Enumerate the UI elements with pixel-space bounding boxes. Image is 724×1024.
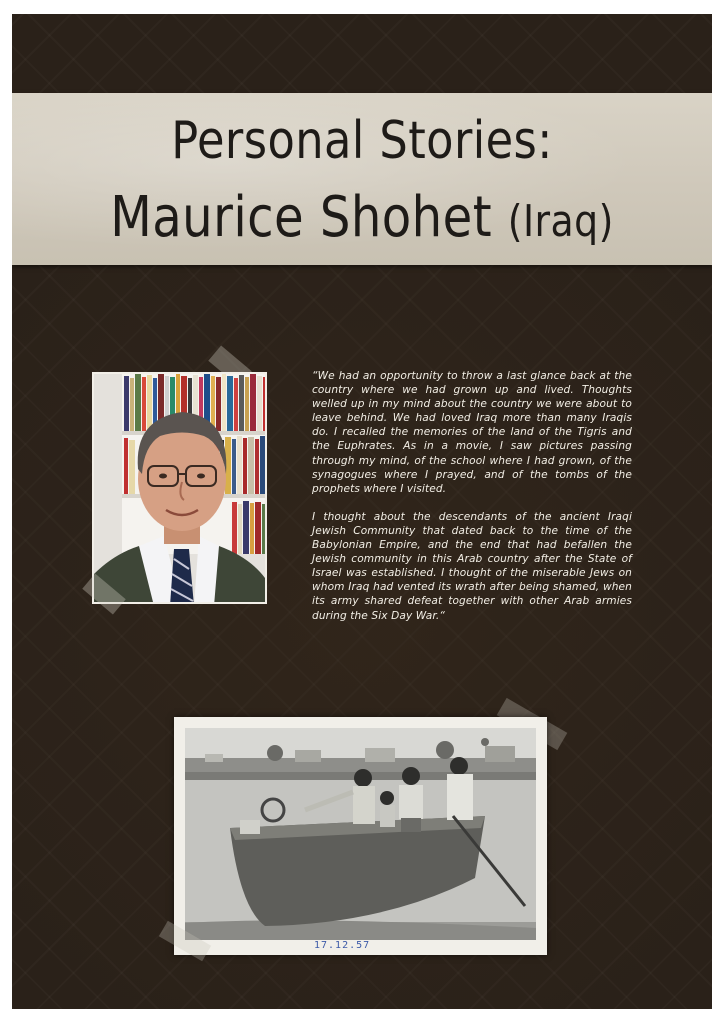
- poster-background: [12, 14, 712, 1009]
- quote-text: [312, 369, 632, 637]
- quote-paragraph-1: “We had an opportunity to throw a last glance back at the country where we had grown up and lived. Thoughts welled up in my mind about the country we were about to leave behind. We had loved Iraq more than many Iraqis do. I recalled the memories of the land of the Tigris and the Euphrates. As in a movie, I saw pictures passing through my mind, of the school where I had grown, of the synagogues where I prayed, and of the tombs of the prophets where I visited.: [312, 370, 632, 495]
- title-person-name: Maurice Shohet: [110, 185, 493, 250]
- portrait-illustration: [94, 374, 267, 604]
- title-line-1: Personal Stories:: [171, 111, 553, 171]
- title-banner: [12, 93, 712, 265]
- title-line-2: [61, 185, 663, 250]
- vintage-photo-image: [185, 728, 536, 940]
- quote-paragraph-2: I thought about the descendants of the ancient Iraqi Jewish Community that dated back to the time of the Babylonian Empire, and the end that had befallen the Jewish community in this Arab country after the State of Israel was established. I thought of the miserable Jews on whom Iraq had vented its wrath after being shamed, when its army shared defeat together with other Arab armies during the Six Day War.“: [312, 510, 632, 622]
- vintage-photograph: [174, 717, 547, 955]
- boat-scene-illustration: [185, 728, 536, 940]
- title-country: (Iraq): [507, 196, 614, 247]
- handwritten-date: 17.12.57: [314, 940, 371, 951]
- portrait-photo: [92, 372, 267, 604]
